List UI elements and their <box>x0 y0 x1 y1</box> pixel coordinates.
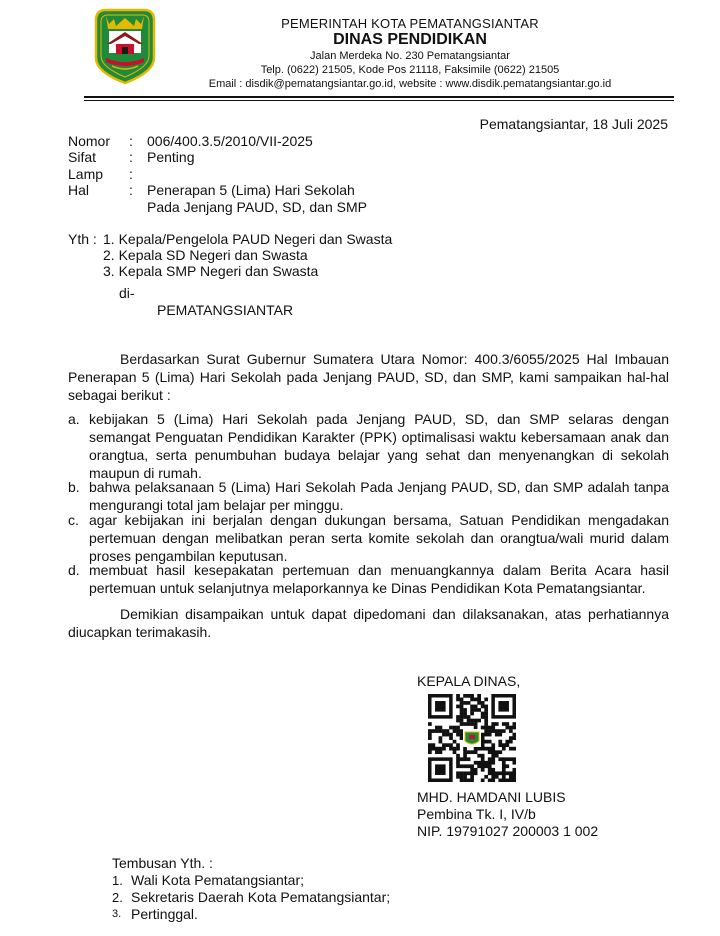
city-logo <box>92 6 158 86</box>
recipients-prefix: Yth : <box>68 231 97 247</box>
meta-label-sifat: Sifat <box>68 149 97 165</box>
meta-value-hal-line2: Pada Jenjang PAUD, SD, dan SMP <box>147 199 367 215</box>
qr-center-logo <box>463 729 481 747</box>
list-item-text: membuat hasil kesepakatan pertemuan dan menuangkannya dalam Berita Acara hasil pertemuan untuk selanjutnya melaporkannya ke Dinas Pendidikan Kota Pematangsiantar. <box>89 562 669 596</box>
office-phone: Telp. (0622) 21505, Kode Pos 21118, Faksimile (0622) 21505 <box>260 64 560 76</box>
list-item-text: bahwa pelaksanaan 5 (Lima) Hari Sekolah Pada Jenjang PAUD, SD, dan SMP adalah tanpa mengurangi total jam belajar per minggu. <box>89 479 669 513</box>
office-name: DINAS PENDIDIKAN <box>333 31 487 48</box>
signature-qr-code <box>428 694 516 782</box>
tembusan-title: Tembusan Yth. : <box>112 855 213 871</box>
place-date: Pematangsiantar, 18 Juli 2025 <box>479 116 668 132</box>
recipient-item: 3. Kepala SMP Negeri dan Swasta <box>103 263 319 279</box>
meta-value-nomor: 006/400.3.5/2010/VII-2025 <box>147 133 313 149</box>
list-item-text: kebijakan 5 (Lima) Hari Sekolah pada Jenjang PAUD, SD, dan SMP selaras dengan semangat Penguatan Pendidikan Karakter (PPK) optimalisasi waktu kebersamaan anak dan orangtua, serta penumbuhan budaya belajar yang sehat dan menyenangkan di sekolah maupun di rumah. <box>89 411 669 481</box>
list-item-letter: d. <box>68 562 80 578</box>
tembusan-number: 2. <box>112 890 123 905</box>
signer-nip: NIP. 19791027 200003 1 002 <box>417 823 599 839</box>
tembusan-item: Wali Kota Pematangsiantar; <box>131 872 305 888</box>
meta-colon: : <box>129 182 133 198</box>
letterhead-rule <box>84 96 674 98</box>
meta-colon: : <box>129 133 133 149</box>
signer-rank: Pembina Tk. I, IV/b <box>417 806 536 822</box>
office-address: Jalan Merdeka No. 230 Pematangsiantar <box>310 50 510 62</box>
signature-position: KEPALA DINAS, <box>417 673 521 689</box>
recipients-di: di- <box>119 285 135 301</box>
list-item-letter: b. <box>68 479 80 495</box>
meta-colon: : <box>129 166 133 182</box>
office-email: Email : disdik@pematangsiantar.go.id, website : www.disdik.pematangsiantar.go.id <box>208 78 612 90</box>
body-closing: Demikian disampaikan untuk dapat dipedomani dan dilaksanakan, atas perhatiannya diucapkan terimakasih. <box>68 606 669 640</box>
letterhead-rule-thin <box>84 100 674 101</box>
list-item-text: agar kebijakan ini berjalan dengan dukungan bersama, Satuan Pendidikan mengadakan pertemuan dengan melibatkan peran serta komite sekolah dan orangtua/wali murid dalam proses pengambilan keputusan. <box>89 512 669 564</box>
tembusan-item: Pertinggal. <box>131 906 198 922</box>
meta-value-hal: Penerapan 5 (Lima) Hari Sekolah <box>147 182 355 198</box>
recipient-item: 2. Kepala SD Negeri dan Swasta <box>103 247 308 263</box>
meta-label-nomor: Nomor <box>68 133 111 149</box>
recipients-city: PEMATANGSIANTAR <box>157 302 294 318</box>
tembusan-item: Sekretaris Daerah Kota Pematangsiantar; <box>131 889 391 905</box>
meta-value-sifat: Penting <box>147 149 195 165</box>
tembusan-number: 1. <box>112 873 123 888</box>
meta-colon: : <box>129 149 133 165</box>
signer-name: MHD. HAMDANI LUBIS <box>417 789 566 805</box>
list-item-letter: c. <box>68 512 79 528</box>
body-intro: Berdasarkan Surat Gubernur Sumatera Utara Nomor: 400.3/6055/2025 Hal Imbauan Penerapan 5 (Lima) Hari Sekolah pada Jenjang PAUD, SD, dan SMP, kami sampaikan hal-hal sebagai berikut : <box>68 351 669 403</box>
meta-label-hal: Hal <box>68 182 90 198</box>
government-name: PEMERINTAH KOTA PEMATANGSIANTAR <box>281 16 539 31</box>
meta-label-lamp: Lamp <box>68 166 104 182</box>
recipient-item: 1. Kepala/Pengelola PAUD Negeri dan Swasta <box>103 231 393 247</box>
tembusan-number: 3. <box>112 908 122 920</box>
list-item-letter: a. <box>68 411 80 427</box>
